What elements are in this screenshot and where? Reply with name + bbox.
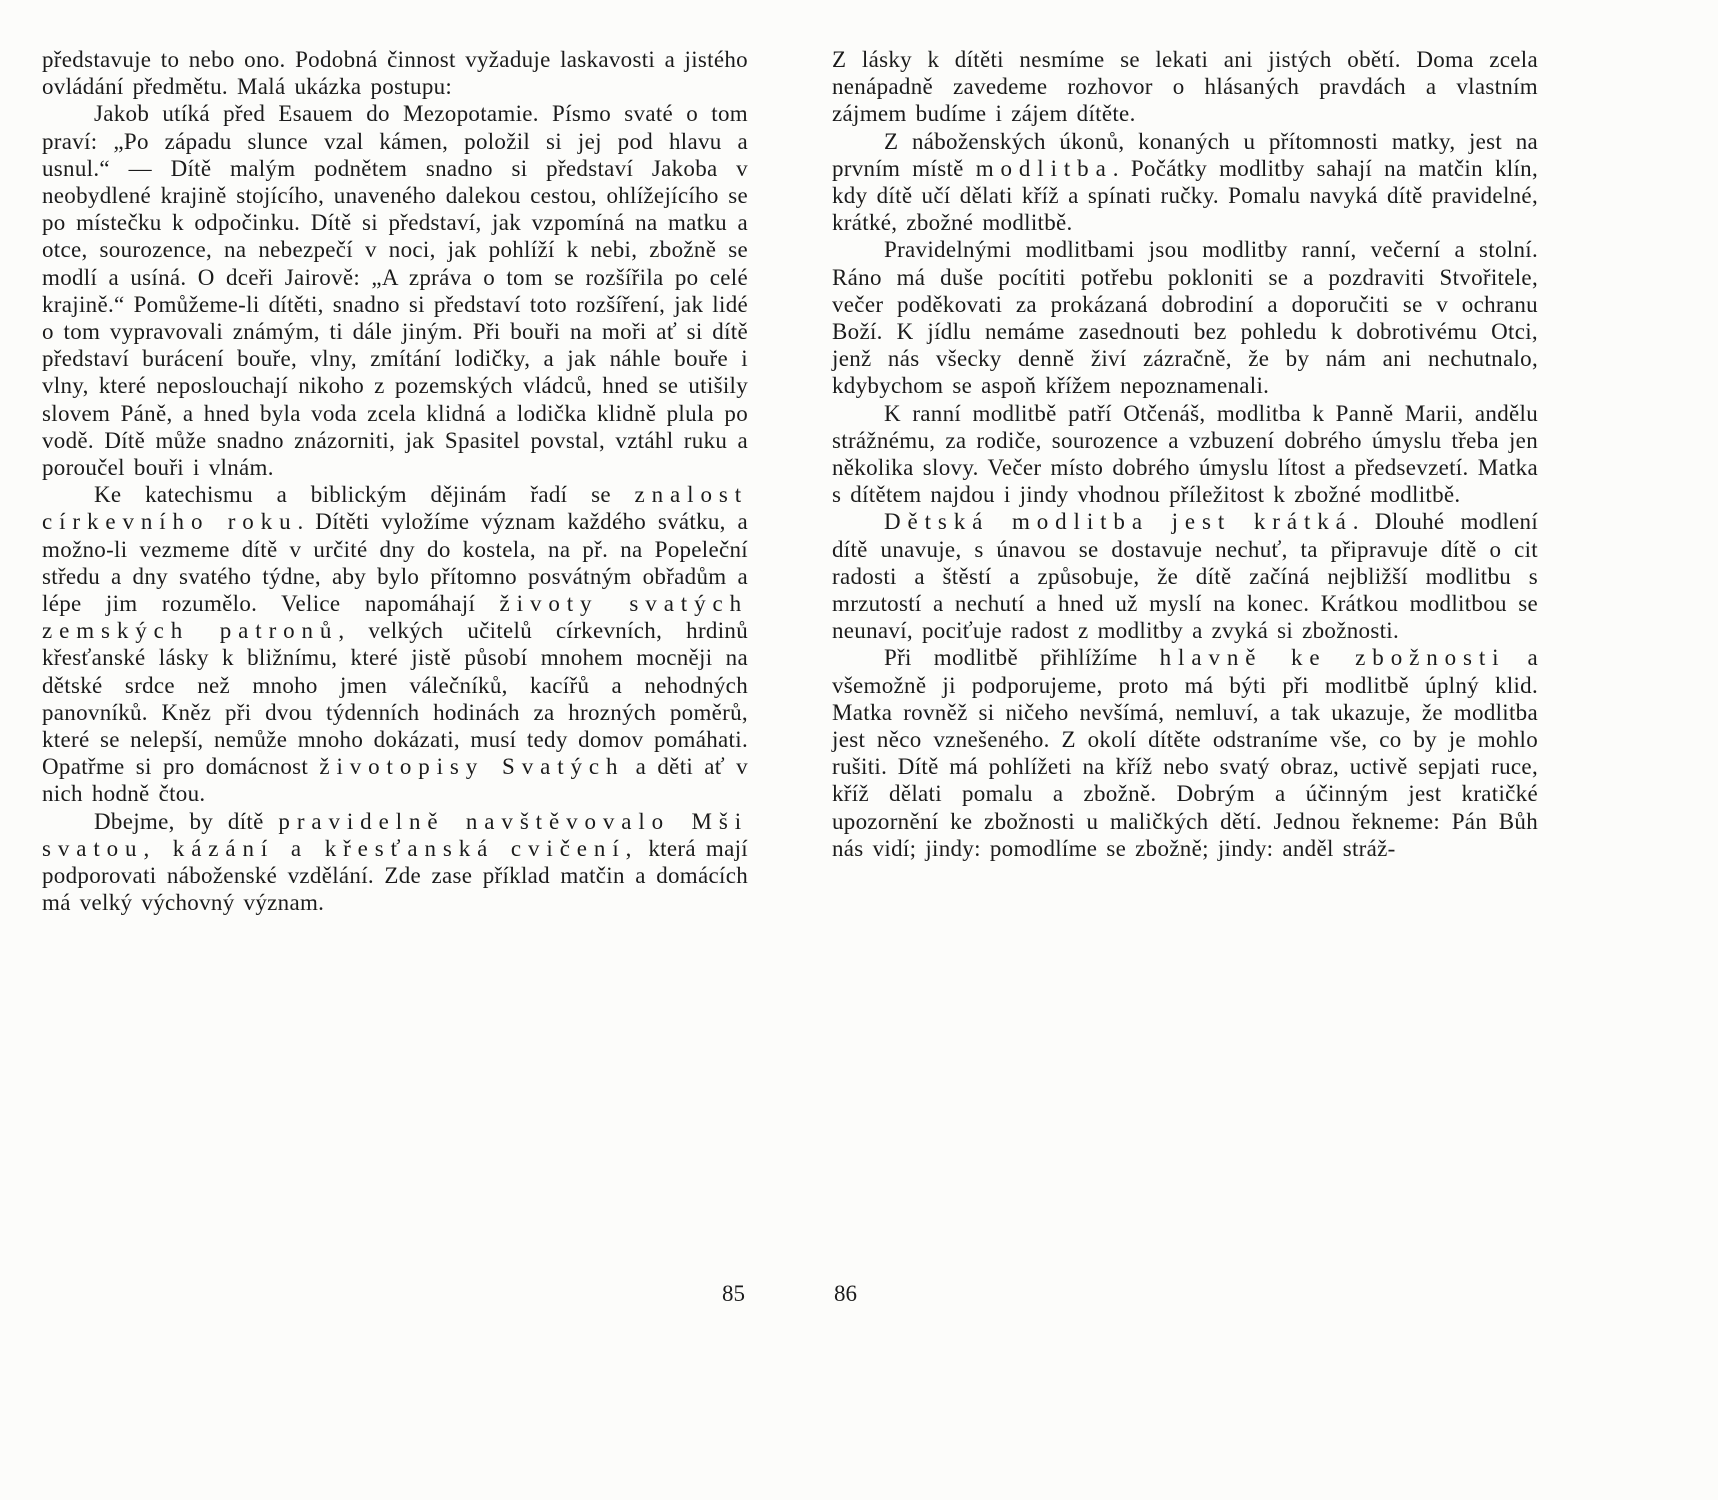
emphasized-text-segment: modlitba [975, 155, 1113, 181]
paragraph [832, 644, 1538, 862]
text-segment: Z lásky k dítěti nesmíme se lekati ani jistých obětí. Doma zcela nenápadně zavedeme rozhovor o hlásaných pravdách a vlastním zájmem budíme i zájem dítěte. [832, 47, 1538, 127]
paragraph [42, 808, 748, 917]
text-segment: Pravidelnými modlitbami jsou modlitby ranní, večerní a stolní. Ráno má duše pocítiti potřebu pokloniti se a pozdraviti Stvořitele, večer poděkovati za prokázaná dobrodiní a doporučiti se v ochranu Boží. K jídlu nemáme zasednouti bez pohledu k dobrotivému Otci, jenž nás všecky denně živí zázračně, že by nám ani nechutnalo, kdybychom se aspoň křížem nepoznamenali. [832, 237, 1538, 399]
text-segment: která mají podporovati náboženské vzdělání. Zde zase příklad matčin a domácích má velký výchovný význam. [42, 835, 748, 916]
page-number-right: 86 [834, 1281, 857, 1306]
paragraph [832, 400, 1538, 509]
text-segment: , velkých učitelů církevních, hrdinů křesťanské lásky k bližnímu, které jistě působí mnohem mocněji na dětské srdce než mnoho jmen válečníků, kacířů a nehodných panovníků. Kněz při dvou týdenních hodinách za hrozných poměrů, které se nelepší, nemůže mnoho dokázati, musí tedy domov pomáhati. Opatřme si pro domácnost [42, 618, 749, 780]
emphasized-text-segment: pravidelně navštěvovalo Mši svatou, kázání a křesťanská cvičení, [42, 808, 748, 861]
text-segment: Z náboženských úkonů, konaných u přítomnosti matky, jest na prvním místě [832, 128, 1538, 181]
paragraph [42, 46, 748, 100]
text-segment: . Dítěti vyložíme význam každého svátku, a možno-li vezmeme dítě v určité dny do kostela, na př. na Popeleční středu a dny svatého týdne, aby bylo přítomno posvátným obřadům a lépe jim rozumělo. Velice napomáhají [42, 509, 748, 617]
text-segment: K ranní modlitbě patří Otčenáš, modlitba k Panně Marii, andělu strážnému, za rodiče, sourozence a vzbuzení dobrého úmyslu třeba jen několika slovy. Večer místo dobrého úmyslu lítost a předsevzetí. Matka s dítětem najdou i jindy vhodnou příležitost k zbožné modlitbě. [832, 400, 1538, 508]
text-segment: Ke katechismu a biblickým dějinám řadí se [94, 482, 635, 508]
paragraph [832, 236, 1538, 399]
text-segment: a všemožně ji podporujeme, proto má býti při modlitbě úplný klid. Matka rovněž si ničeho nevšímá, nemluví, a tak ukazuje, že modlitba jest něco vznešeného. Z okolí dítěte odstraníme vše, co by je mohlo rušiti. Dítě má pohlížeti na kříž nebo svatý obraz, uctivě sepjati ruce, kříž dělati pomalu a zbožně. Dobrým a účinným jest kratičké upozornění ke zbožnosti u maličkých dětí. Jednou řekneme: Pán Bůh nás vidí; jindy: pomodlíme se zbožně; jindy: anděl stráž- [832, 645, 1539, 861]
page-left [42, 46, 748, 1446]
paragraph [832, 46, 1538, 128]
page-number-left: 85 [722, 1281, 745, 1306]
emphasized-text-segment: životy svatých zemských patronů [42, 591, 748, 644]
paragraph [42, 100, 748, 481]
page-right-text [832, 46, 1538, 862]
text-segment: Jakob utíká před Esauem do Mezopotamie. Písmo svaté o tom praví: „Po západu slunce vzal kámen, položil si jej pod hlavu a usnul.“ — Dítě malým podnětem snadno si představí Jakoba v neobydlené krajině stojícího, unaveného dalekou cestou, ohlížejícího se po místečku k odpočinku. Dítě si představí, jak vzpomíná na matku a otce, sourozence, na nebezpečí v noci, jak pohlíží k nebi, zbožně se modlí a usíná. O dceři Jairově: „A zpráva o tom se rozšířila po celé krajině.“ Pomůžeme-li dítěti, snadno si představí toto rozšíření, jak lidé o tom vypravovali známým, ti dále jiným. Při bouři na moři ať si dítě představí burácení bouře, vlny, zmítání lodičky, a jak náhle bouře i vlny, které neposlouchají nikoho z pozemských vládců, hned se utišily slovem Páně, a hned byla voda zcela klidná a lodička klidně plula po vodě. Dítě může snadno znázorniti, jak Spasitel povstal, vztáhl ruku a poroučel bouři i vlnám. [42, 101, 748, 481]
text-segment: Při modlitbě přihlížíme [884, 645, 1160, 671]
emphasized-text-segment: hlavně ke zbožnosti [1159, 645, 1506, 671]
emphasized-text-segment: Dětská modlitba jest krátká [884, 509, 1353, 535]
text-segment: . Dlouhé modlení dítě unavuje, s únavou se dostavuje nechuť, ta připravuje dítě o cit radosti a štěstí a způsobuje, že dítě začíná nejbližší modlitbu s mrzutostí a nechutí a hned už myslí na konec. Krátkou modlitbou se neunaví, pociťuje radost z modlitby a zvyká si zbožnosti. [832, 509, 1539, 644]
page-left-text [42, 46, 748, 917]
paragraph [42, 481, 748, 807]
paragraph [832, 128, 1538, 237]
paragraph [832, 508, 1538, 644]
text-segment: . Počátky modlitby sahají na matčin klín, kdy dítě učí dělati kříž a spínati ručky. Pomalu navyká dítě pravidelné, krátké, zbožné modlitbě. [832, 155, 1539, 236]
text-segment: a děti ať v nich hodně čtou. [42, 754, 748, 807]
text-segment: Dbejme, by dítě [94, 808, 279, 834]
page-right [832, 46, 1538, 1446]
text-segment: představuje to nebo ono. Podobná činnost vyžaduje laskavosti a jistého ovládání předmětu. Malá ukázka postupu: [42, 47, 748, 100]
emphasized-text-segment: životopisy Svatých [319, 754, 625, 780]
emphasized-text-segment: znalost církevního roku [42, 482, 748, 535]
